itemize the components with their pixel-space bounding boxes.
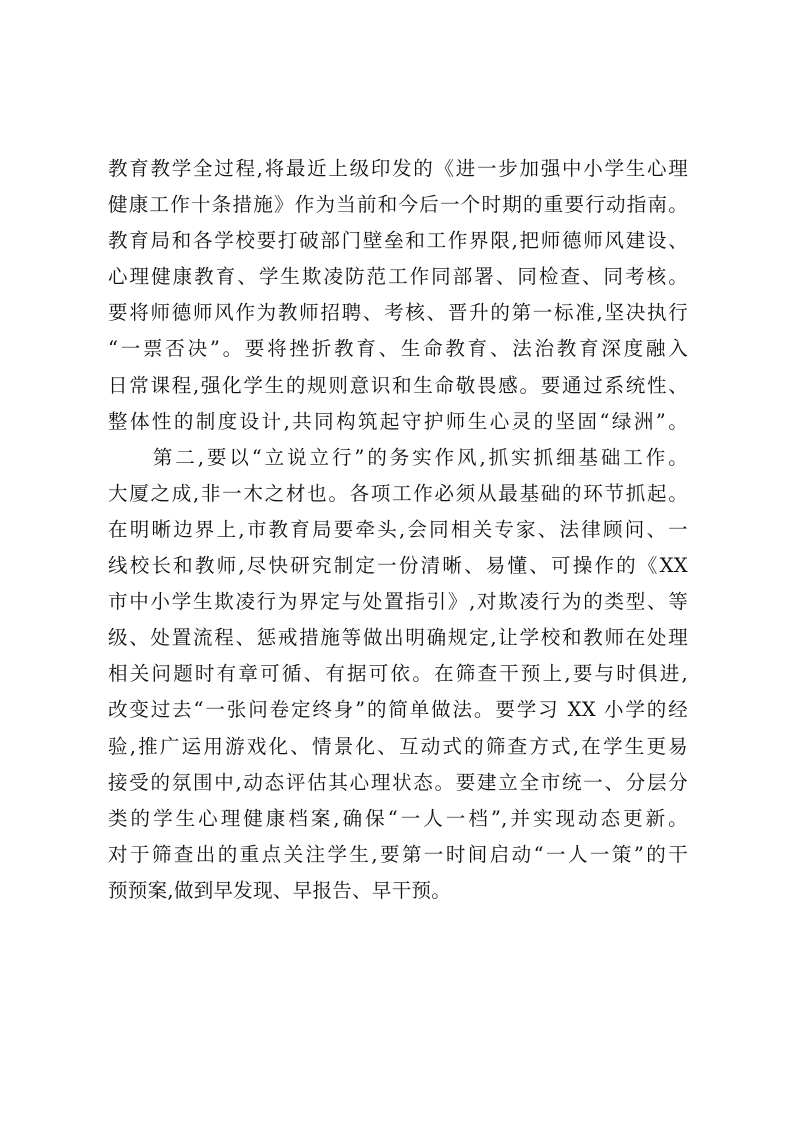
text-line: 心理健康教育、学生欺凌防范工作同部署、同检查、同考核。 <box>108 265 688 289</box>
text-line: 验,推广运用游戏化、情景化、互动式的筛查方式,在学生更易 <box>108 734 688 758</box>
text-line: 相关问题时有章可循、有据可依。在筛查干预上,要与时俱进, <box>108 662 688 686</box>
text-line: 日常课程,强化学生的规则意识和生命敬畏感。要通过系统性、 <box>108 373 688 397</box>
text-line: 健康工作十条措施》作为当前和今后一个时期的重要行动指南。 <box>108 193 688 217</box>
text-line: 级、处置流程、惩戒措施等做出明确规定,让学校和教师在处理 <box>108 626 688 650</box>
text-line: 接受的氛围中,动态评估其心理状态。要建立全市统一、分层分 <box>108 770 688 794</box>
text-line: 类的学生心理健康档案,确保“一人一档”,并实现动态更新。 <box>108 806 688 830</box>
text-line: 教育教学全过程,将最近上级印发的《进一步加强中小学生心理 <box>108 157 688 180</box>
text-line: 市中小学生欺凌行为界定与处置指引》,对欺凌行为的类型、等 <box>108 590 688 614</box>
text-line: 对于筛查出的重点关注学生,要第一时间启动“一人一策”的干 <box>108 842 688 866</box>
text-line: 线校长和教师,尽快研究制定一份清晰、易懂、可操作的《XX <box>108 554 688 578</box>
text-line: 预预案,做到早发现、早报告、早干预。 <box>108 878 452 902</box>
text-line: 教育局和各学校要打破部门壁垒和工作界限,把师德师风建设、 <box>108 229 688 253</box>
text-line: 大厦之成,非一木之材也。各项工作必须从最基础的环节抓起。 <box>108 481 688 505</box>
text-line: 改变过去“一张问卷定终身”的简单做法。要学习 XX 小学的经 <box>108 698 688 722</box>
body-text <box>108 151 688 909</box>
text-line: 要将师德师风作为教师招聘、考核、晋升的第一标准,坚决执行 <box>108 301 688 325</box>
text-line: 第二,要以“立说立行”的务实作风,抓实抓细基础工作。 <box>108 445 688 469</box>
text-line: “一票否决”。要将挫折教育、生命教育、法治教育深度融入 <box>108 337 688 361</box>
text-line: 整体性的制度设计,共同构筑起守护师生心灵的坚固“绿洲”。 <box>108 409 688 433</box>
text-line: 在明晰边界上,市教育局要牵头,会同相关专家、法律顾问、一 <box>108 517 688 541</box>
